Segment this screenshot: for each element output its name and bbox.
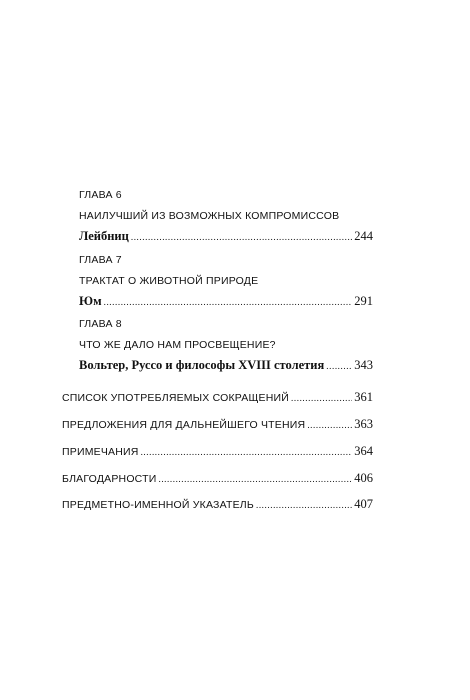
page-number: 244 bbox=[354, 229, 373, 243]
leader-dots bbox=[104, 297, 353, 307]
entry-title: ПРИМЕЧАНИЯ bbox=[62, 446, 139, 458]
leader-dots bbox=[291, 393, 352, 403]
toc-entry-abbreviations[interactable] bbox=[62, 390, 373, 405]
leader-dots bbox=[256, 500, 352, 510]
toc-entry[interactable] bbox=[79, 229, 373, 244]
toc-entry-notes[interactable] bbox=[62, 444, 373, 459]
chapter-subject: Вольтер, Руссо и философы XVIII столетия bbox=[79, 358, 325, 372]
chapter-title: ТРАКТАТ О ЖИВОТНОЙ ПРИРОДЕ bbox=[79, 275, 259, 287]
entry-title: СПИСОК УПОТРЕБЛЯЕМЫХ СОКРАЩЕНИЙ bbox=[62, 392, 290, 404]
chapter-subject: Лейбниц bbox=[79, 229, 129, 243]
page-number: 363 bbox=[354, 417, 373, 431]
page-number: 364 bbox=[354, 444, 373, 458]
chapter-label: ГЛАВА 8 bbox=[79, 318, 122, 330]
leader-dots bbox=[158, 474, 352, 484]
leader-dots bbox=[141, 447, 353, 457]
leader-dots bbox=[326, 361, 352, 371]
toc-entry-index[interactable] bbox=[62, 497, 373, 512]
page-number: 407 bbox=[354, 497, 373, 511]
page-number: 343 bbox=[354, 358, 373, 372]
chapter-label: ГЛАВА 7 bbox=[79, 254, 122, 266]
entry-title: ПРЕДМЕТНО-ИМЕННОЙ УКАЗАТЕЛЬ bbox=[62, 499, 254, 511]
chapter-6 bbox=[79, 189, 373, 244]
toc-entry[interactable] bbox=[79, 358, 373, 373]
page-number: 361 bbox=[354, 390, 373, 404]
entry-title: БЛАГОДАРНОСТИ bbox=[62, 473, 157, 485]
chapter-title: ЧТО ЖЕ ДАЛО НАМ ПРОСВЕЩЕНИЕ? bbox=[79, 339, 276, 351]
leader-dots bbox=[131, 232, 352, 242]
toc-entry-further-reading[interactable] bbox=[62, 417, 373, 432]
chapter-title: НАИЛУЧШИЙ ИЗ ВОЗМОЖНЫХ КОМПРОМИССОВ bbox=[79, 210, 340, 222]
leader-dots bbox=[307, 420, 352, 430]
toc-entry-acknowledgements[interactable] bbox=[62, 471, 373, 486]
toc-entry[interactable] bbox=[79, 294, 373, 309]
page-number: 406 bbox=[354, 471, 373, 485]
chapter-label: ГЛАВА 6 bbox=[79, 189, 122, 201]
page-number: 291 bbox=[354, 294, 373, 308]
chapter-7 bbox=[79, 254, 373, 309]
entry-title: ПРЕДЛОЖЕНИЯ ДЛЯ ДАЛЬНЕЙШЕГО ЧТЕНИЯ bbox=[62, 419, 306, 431]
chapter-8 bbox=[79, 318, 373, 373]
chapter-subject: Юм bbox=[79, 294, 102, 308]
